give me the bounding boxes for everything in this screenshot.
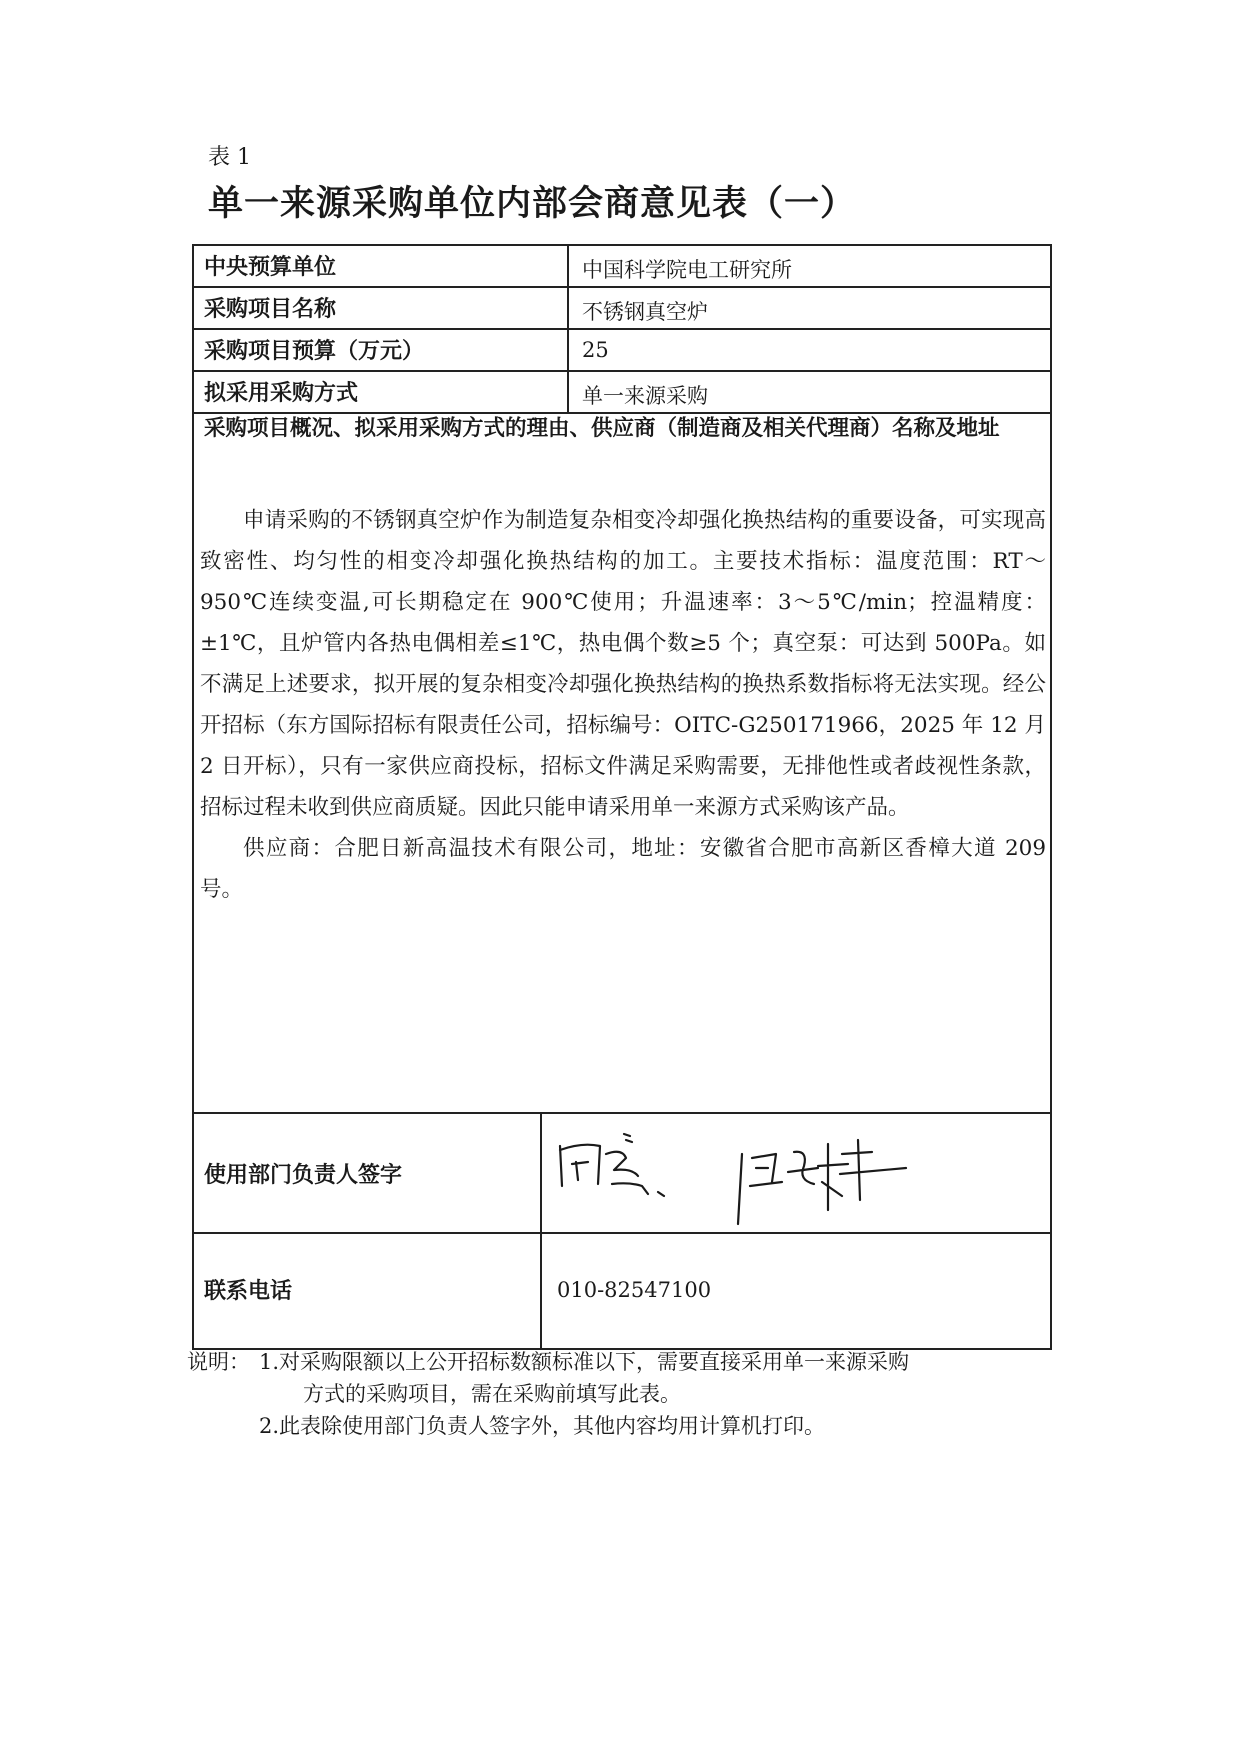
footnotes xyxy=(187,1346,1047,1442)
label-project-name: 采购项目名称 xyxy=(204,297,337,322)
table-number: 表 1 xyxy=(208,145,251,170)
notes-prefix: 说明： xyxy=(187,1350,250,1374)
row-divider xyxy=(192,370,1052,372)
value-budget-unit: 中国科学院电工研究所 xyxy=(582,258,792,282)
note-1 xyxy=(187,1346,1047,1378)
label-procurement-method: 拟采用采购方式 xyxy=(204,381,359,406)
value-contact-phone: 010-82547100 xyxy=(557,1278,712,1302)
handwritten-signature xyxy=(542,1124,922,1234)
paragraph-justification: 申请采购的不锈钢真空炉作为制造复杂相变冷却强化换热结构的重要设备，可实现高致密性、均匀性的相变冷却强化换热结构的加工。主要技术指标：温度范围：RT～950℃连续变温,可长期稳定在 900℃使用；升温速率：3～5℃/min；控温精度：±1℃，且炉管内各热电偶相差≤1℃，热电偶个数≥5 个；真空泵：可达到 500Pa。如不满足上述要求，拟开展的复杂相变冷却强化换热结构的换热系数指标将无法实现。经公开招标（东方国际招标有限责任公司，招标编号：OITC-G250171966，2025 年 12 月 2 日开标），只有一家供应商投标，招标文件满足采购需要，无排他性或者歧视性条款，招标过程未收到供应商质疑。因此只能申请采用单一来源方式采购该产品。 xyxy=(200,508,1046,820)
table-border-top xyxy=(192,244,1052,246)
value-project-budget: 25 xyxy=(582,338,609,362)
row-divider xyxy=(192,1112,1052,1114)
table-border-left xyxy=(192,244,194,1350)
label-budget-unit: 中央预算单位 xyxy=(204,255,337,280)
section-heading: 采购项目概况、拟采用采购方式的理由、供应商（制造商及相关代理商）名称及地址 xyxy=(204,416,1000,441)
column-divider xyxy=(567,244,569,412)
row-divider xyxy=(192,328,1052,330)
label-signature: 使用部门负责人签字 xyxy=(204,1163,403,1188)
table-border-right xyxy=(1050,244,1052,1350)
page-title: 单一来源采购单位内部会商意见表（一） xyxy=(208,184,857,224)
paragraph-supplier: 供应商：合肥日新高温技术有限公司，地址：安徽省合肥市高新区香樟大道 209 号。 xyxy=(200,836,1046,902)
label-contact-phone: 联系电话 xyxy=(204,1279,293,1304)
section-body xyxy=(200,500,1046,910)
value-procurement-method: 单一来源采购 xyxy=(582,384,708,408)
row-divider xyxy=(192,286,1052,288)
label-project-budget: 采购项目预算（万元） xyxy=(204,339,425,364)
note-1-line-1: 1.对采购限额以上公开招标数额标准以下，需要直接采用单一来源采购 xyxy=(259,1350,910,1374)
consultation-form-table xyxy=(192,244,1052,1350)
note-1-line-2: 方式的采购项目，需在采购前填写此表。 xyxy=(303,1382,681,1406)
value-project-name: 不锈钢真空炉 xyxy=(582,300,708,324)
note-2: 2.此表除使用部门负责人签字外，其他内容均用计算机打印。 xyxy=(259,1414,826,1438)
